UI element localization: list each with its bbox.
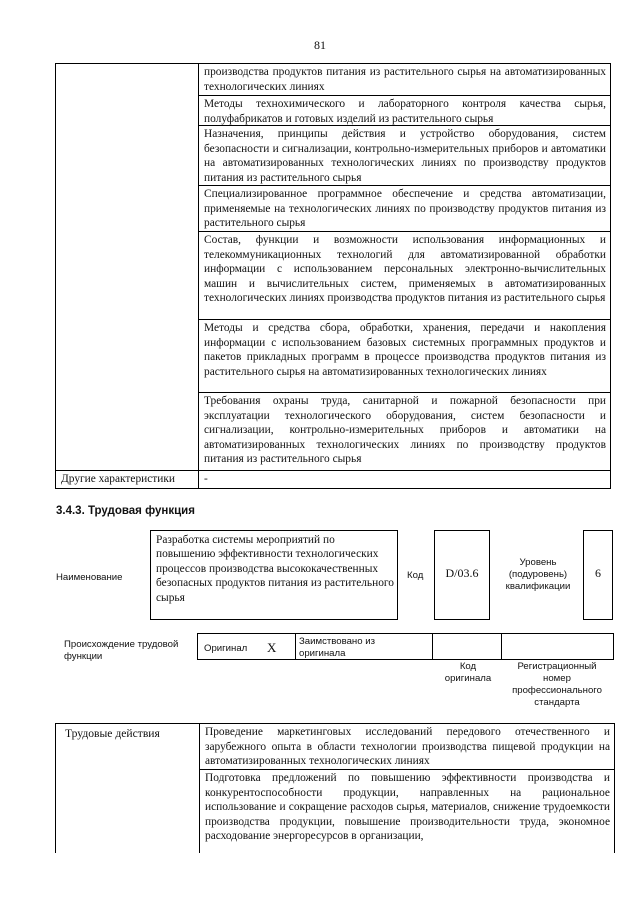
original-label: Оригинал <box>204 643 248 654</box>
level-value: 6 <box>595 566 601 580</box>
level-label: Уровень (подуровень) квалификации <box>505 557 571 592</box>
code-value: D/03.6 <box>445 566 479 580</box>
table-row: Методы и средства сбора, обработки, хранения, передачи и накопления информации с использованием базовых системных программных продуктов и пакетов прикладных программ в процессе производства продуктов питания из растительного сырья на автоматизированных технологических линиях <box>204 322 606 378</box>
registration-caption: Регистрационный номер профессионального стандарта <box>512 661 602 708</box>
code-label: Код <box>407 570 424 581</box>
other-characteristics-value: - <box>204 473 208 485</box>
code-original-caption: Код оригинала <box>444 661 492 684</box>
function-name: Разработка системы мероприятий по повышению эффективности технологических процессов производства высококачественных безопасных продуктов питания из растительного сырья <box>156 534 395 604</box>
borrowed-label: Заимствовано из оригинала <box>299 636 375 659</box>
table-row: Назначения, принципы действия и устройство оборудования, систем безопасности и сигнализации, контрольно-измерительных приборов и автоматики на автоматизированных технологических линиях по производству продуктов питания из растительного сырья <box>204 128 606 184</box>
other-characteristics-label: Другие характеристики <box>61 473 176 485</box>
table-row: Проведение маркетинговых исследований передового отечественного и зарубежного опыта в области технологии производства пищевой продукции на автоматизированных технологических линиях <box>205 726 610 767</box>
table-row: Методы технохимического и лабораторного контроля качества сырья, полуфабрикатов и готовых изделий из растительного сырья <box>204 98 606 125</box>
origin-label: Происхождение трудовой функции <box>64 639 179 662</box>
table-row: производства продуктов питания из растительного сырья на автоматизированных технологических линиях <box>204 66 606 93</box>
table-row: Специализированное программное обеспечение и средства автоматизации, применяемые на технологических линиях по производству продуктов питания из растительного сырья <box>204 188 606 229</box>
table-row: Требования охраны труда, санитарной и пожарной безопасности при эксплуатации технологического оборудования, систем безопасности и сигнализации, контрольно-измерительных приборов и автоматики на автоматизированных технологических линиях по производству продуктов питания из растительного сырья <box>204 395 606 465</box>
table-row: Подготовка предложений по повышению эффективности производства и конкурентоспособности продукции, направленных на рациональное использование и сокращение расходов сырья, материалов, снижение трудоемкости производства продукции, повышение производительности труда, экономное расходование энергоресурсов в организации, <box>205 772 610 842</box>
table-row: Состав, функции и возможности использования информационных и телекоммуникационных технологий для автоматизированной обработки информации с использованием персональных электронно-вычислительных машин и вычислительных систем, применяемых в автоматизированных технологических линиях производства продуктов питания из растительного сырья <box>204 234 606 304</box>
page-number: 81 <box>314 38 326 52</box>
section-title: 3.4.3. Трудовая функция <box>56 505 195 517</box>
actions-label: Трудовые действия <box>65 727 160 740</box>
original-mark: X <box>267 640 277 655</box>
name-label: Наименование <box>56 572 123 583</box>
